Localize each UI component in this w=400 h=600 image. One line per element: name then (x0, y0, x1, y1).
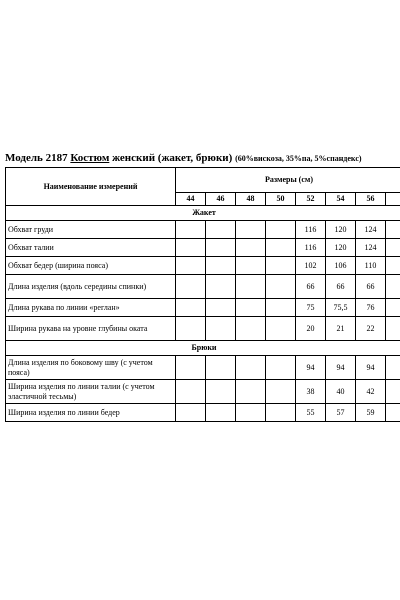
section-title-jacket: Жакет (6, 206, 400, 221)
measurement-value (206, 239, 236, 257)
size-48: 48 (236, 193, 266, 206)
measurement-value: 110 (356, 257, 386, 275)
measurement-value (266, 299, 296, 317)
measurement-value: 75 (296, 299, 326, 317)
measurement-value (236, 275, 266, 299)
measurement-value (266, 221, 296, 239)
measurement-value (206, 356, 236, 380)
measurement-name: Обхват бедер (ширина пояса) (6, 257, 176, 275)
empty-cell (386, 404, 400, 422)
measurement-value: 120 (326, 239, 356, 257)
measurement-value (206, 404, 236, 422)
measurement-value: 20 (296, 317, 326, 341)
measurement-value (236, 380, 266, 404)
section-row-jacket (6, 206, 400, 221)
measurement-value (176, 380, 206, 404)
measurement-value (266, 317, 296, 341)
measurement-value (206, 299, 236, 317)
size-table (5, 167, 400, 422)
measurement-value (236, 356, 266, 380)
table-header-row (6, 168, 400, 193)
table-row (6, 257, 400, 275)
measurement-value: 66 (296, 275, 326, 299)
table-row (6, 299, 400, 317)
empty-cell (386, 239, 400, 257)
measurement-value (176, 257, 206, 275)
document-title (5, 152, 400, 165)
size-44: 44 (176, 193, 206, 206)
measurement-value (236, 317, 266, 341)
measurement-value: 94 (356, 356, 386, 380)
measurement-value (236, 239, 266, 257)
measurement-value (236, 299, 266, 317)
empty-cell (386, 221, 400, 239)
measurement-value (176, 356, 206, 380)
measurement-name: Ширина изделия по линии талии (с учетом эластичной тесьмы) (6, 380, 176, 404)
measurement-value: 66 (356, 275, 386, 299)
measurement-value (236, 221, 266, 239)
measurement-value (266, 257, 296, 275)
measurement-value: 21 (326, 317, 356, 341)
measurement-value (176, 239, 206, 257)
product-name: Костюм (70, 152, 110, 164)
measurement-value: 102 (296, 257, 326, 275)
table-row (6, 404, 400, 422)
empty-cell (386, 275, 400, 299)
empty-cell (386, 257, 400, 275)
fabric-composition: (60%вискоза, 35%па, 5%спандекс) (235, 154, 362, 163)
measurement-value: 75,5 (326, 299, 356, 317)
measurement-value (206, 317, 236, 341)
measurement-value: 124 (356, 221, 386, 239)
measurement-value (176, 275, 206, 299)
model-number: Модель 2187 (5, 152, 68, 164)
measurement-value (206, 275, 236, 299)
size-46: 46 (206, 193, 236, 206)
size-50: 50 (266, 193, 296, 206)
measurement-value: 76 (356, 299, 386, 317)
measurement-value (176, 317, 206, 341)
empty-cell (386, 317, 400, 341)
table-row (6, 356, 400, 380)
table-row (6, 239, 400, 257)
measurement-value (236, 404, 266, 422)
measurement-value (266, 380, 296, 404)
measurement-value (176, 299, 206, 317)
measurement-value: 120 (326, 221, 356, 239)
empty-cell (386, 299, 400, 317)
measurement-value (206, 380, 236, 404)
measurement-value: 106 (326, 257, 356, 275)
measurement-value: 40 (326, 380, 356, 404)
size-52: 52 (296, 193, 326, 206)
table-row (6, 380, 400, 404)
measurement-value: 116 (296, 239, 326, 257)
product-description: женский (жакет, брюки) (112, 152, 233, 164)
empty-cell (386, 380, 400, 404)
table-row (6, 317, 400, 341)
empty-cell (386, 193, 400, 206)
measurement-value (266, 239, 296, 257)
measurement-value: 94 (326, 356, 356, 380)
measurement-name: Ширина изделия по линии бедер (6, 404, 176, 422)
table-row (6, 221, 400, 239)
section-row-trousers (6, 341, 400, 356)
measurement-value: 55 (296, 404, 326, 422)
size-56: 56 (356, 193, 386, 206)
measurement-value (206, 257, 236, 275)
measurement-value (266, 404, 296, 422)
measurement-value: 42 (356, 380, 386, 404)
measurement-value (176, 404, 206, 422)
section-title-trousers: Брюки (6, 341, 400, 356)
measurement-value: 57 (326, 404, 356, 422)
measurement-name: Длина изделия по боковому шву (с учетом пояса) (6, 356, 176, 380)
measurement-value: 66 (326, 275, 356, 299)
measurement-value (236, 257, 266, 275)
measurement-value: 116 (296, 221, 326, 239)
measurement-name: Обхват талии (6, 239, 176, 257)
table-row (6, 275, 400, 299)
measurement-name: Обхват груди (6, 221, 176, 239)
measurement-value: 22 (356, 317, 386, 341)
measurement-value: 124 (356, 239, 386, 257)
measurement-name-header: Наименование измерений (6, 168, 176, 206)
empty-cell (386, 356, 400, 380)
measurement-name: Ширина рукава на уровне глубины оката (6, 317, 176, 341)
measurement-value: 59 (356, 404, 386, 422)
measurement-value (206, 221, 236, 239)
size-54: 54 (326, 193, 356, 206)
measurement-value: 38 (296, 380, 326, 404)
measurement-value: 94 (296, 356, 326, 380)
measurement-value (266, 275, 296, 299)
measurement-name: Длина изделия (вдоль середины спинки) (6, 275, 176, 299)
sizes-header: Размеры (см) (176, 168, 400, 193)
measurement-value (266, 356, 296, 380)
measurement-name: Длина рукава по линии «реглан» (6, 299, 176, 317)
measurement-value (176, 221, 206, 239)
